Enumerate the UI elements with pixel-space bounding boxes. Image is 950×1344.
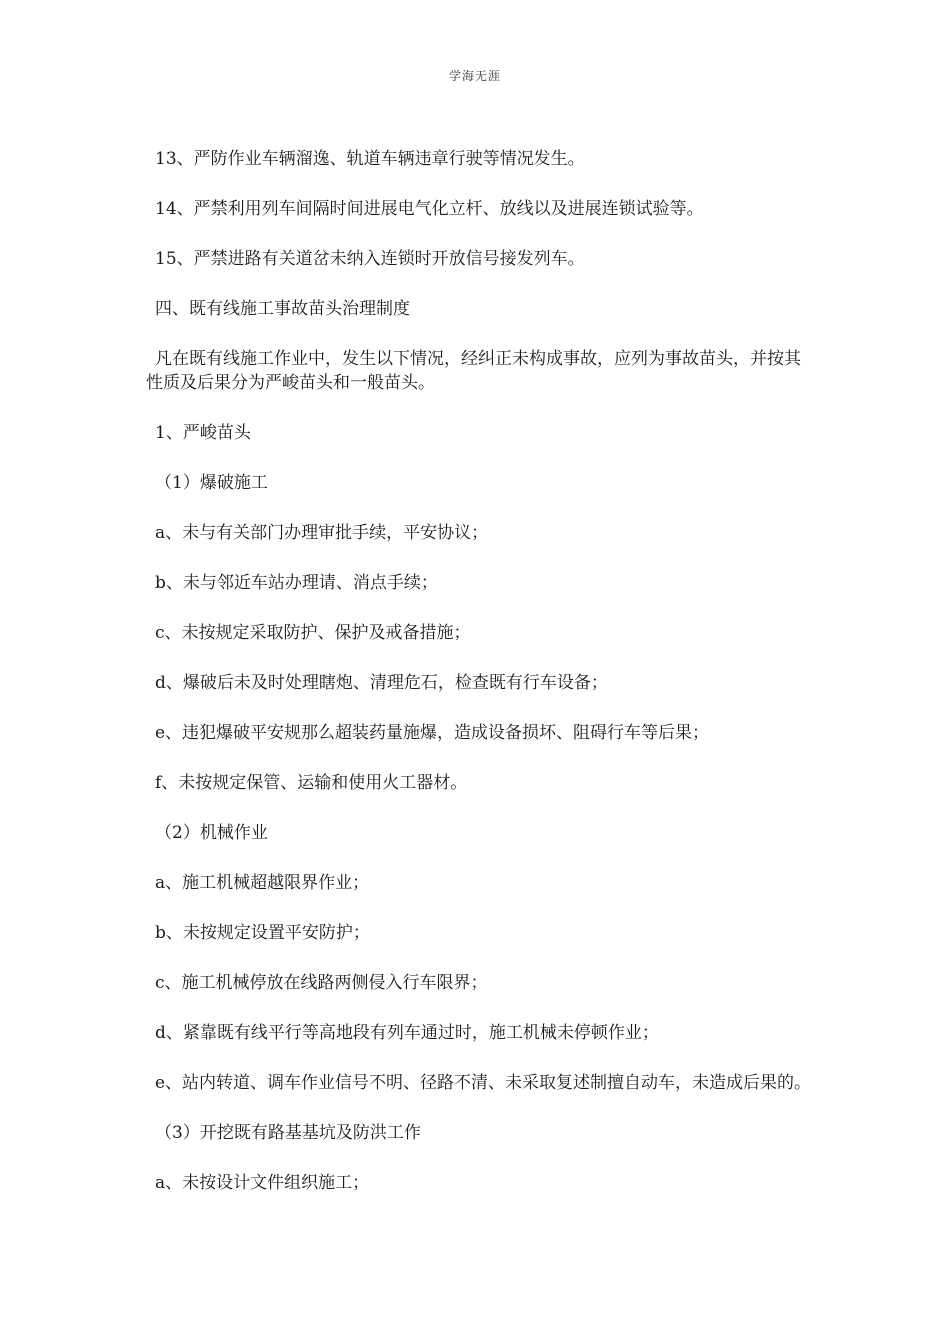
- list-item-excavation-a: a、未按设计文件组织施工；: [155, 1173, 370, 1193]
- list-item-blasting-b: b、未与邻近车站办理请、消点手续；: [155, 573, 438, 593]
- intro-paragraph: 凡在既有线施工作业中，发生以下情况，经纠正未构成事故，应列为事故苗头，并按其性质及后果分为严峻苗头和一般苗头。: [146, 349, 801, 393]
- list-item-blasting-e: e、违犯爆破平安规那么超装药量施爆，造成设备损坏、阻碍行车等后果；: [155, 723, 710, 743]
- document-body: [146, 147, 814, 1195]
- list-item-blasting-a: a、未与有关部门办理审批手续，平安协议；: [155, 523, 489, 543]
- list-item-machinery-d: d、紧靠既有线平行等高地段有列车通过时，施工机械未停顿作业；: [155, 1023, 659, 1043]
- page-header: 学海无涯: [448, 69, 501, 83]
- paragraph-13: 13、严防作业车辆溜逸、轨道车辆违章行驶等情况发生。: [155, 149, 585, 169]
- list-item-machinery-a: a、施工机械超越限界作业；: [155, 873, 370, 893]
- section-heading-4: 四、既有线施工事故苗头治理制度: [155, 299, 410, 319]
- list-item-machinery-b: b、未按规定设置平安防护；: [155, 923, 370, 943]
- list-item-blasting-c: c、未按规定采取防护、保护及戒备措施；: [155, 623, 471, 643]
- subheading-machinery: （2）机械作业: [155, 823, 268, 843]
- list-item-blasting-d: d、爆破后未及时处理瞎炮、清理危石，检查既有行车设备；: [155, 673, 608, 693]
- list-item-machinery-c: c、施工机械停放在线路两侧侵入行车限界；: [155, 973, 488, 993]
- subheading-blasting: （1）爆破施工: [155, 473, 268, 493]
- paragraph-15: 15、严禁进路有关道岔未纳入连锁时开放信号接发列车。: [155, 249, 585, 269]
- subheading-serious: 1、严峻苗头: [155, 423, 251, 443]
- paragraph-14: 14、严禁利用列车间隔时间进展电气化立杆、放线以及进展连锁试验等。: [155, 199, 704, 219]
- list-item-machinery-e: e、站内转道、调车作业信号不明、径路不清、未采取复述制擅自动车，未造成后果的。: [155, 1073, 812, 1093]
- list-item-blasting-f: f、未按规定保管、运输和使用火工器材。: [155, 773, 468, 793]
- subheading-excavation: （3）开挖既有路基基坑及防洪工作: [155, 1123, 421, 1143]
